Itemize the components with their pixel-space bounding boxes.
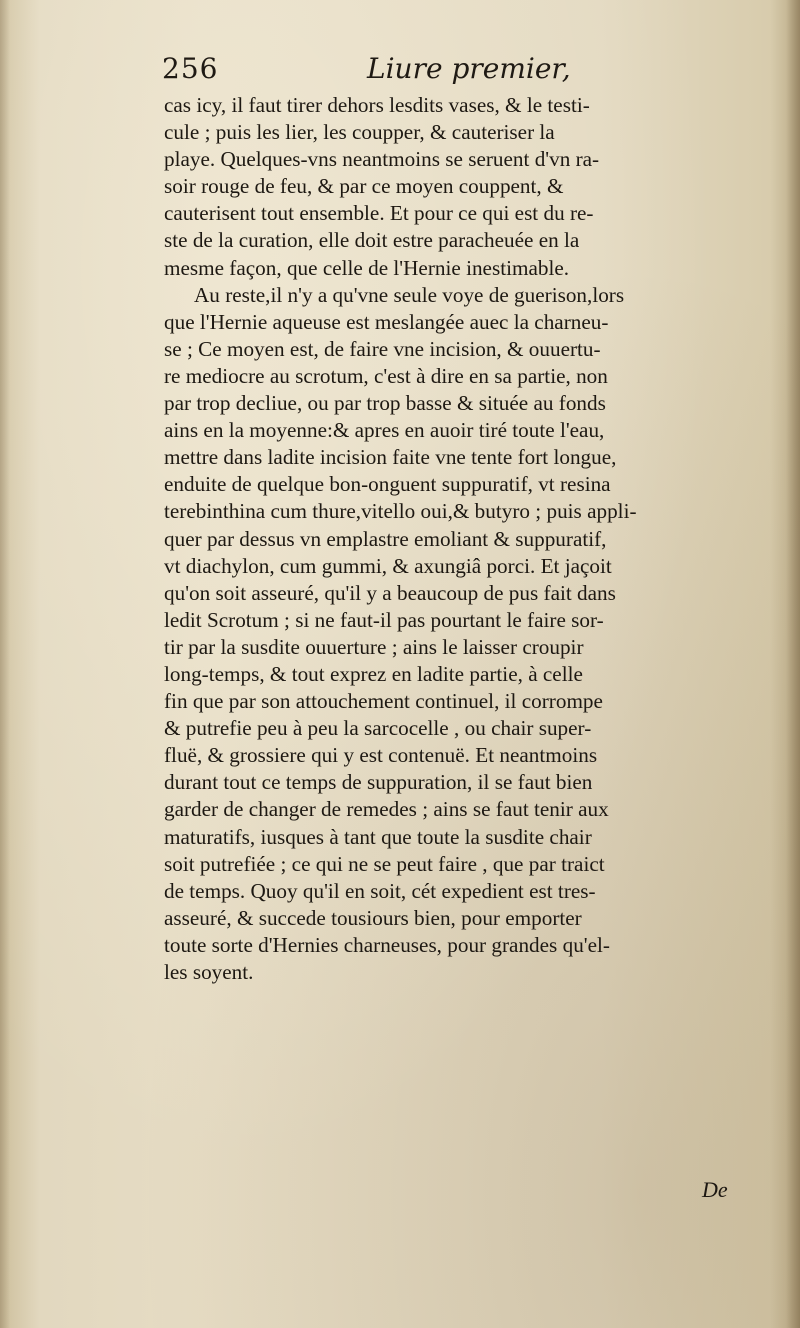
page-left-shadow bbox=[0, 0, 10, 1328]
text-line: enduite de quelque bon-onguent suppuratif, vt resina bbox=[164, 472, 611, 497]
text-line: tir par la susdite ouuerture ; ains le laisser croupir bbox=[164, 634, 584, 659]
text-line: re mediocre au scrotum, c'est à dire en sa partie, non bbox=[164, 363, 608, 388]
text-line: soir rouge de feu, & par ce moyen couppent, & bbox=[164, 174, 564, 199]
text-line: par trop decliue, ou par trop basse & située au fonds bbox=[164, 391, 606, 416]
catchword: De bbox=[702, 1177, 728, 1202]
text-line: quer par dessus vn emplastre emoliant & suppuratif, bbox=[164, 526, 607, 551]
text-line: mettre dans ladite incision faite vne tente fort longue, bbox=[164, 445, 617, 470]
running-title: Liure premier, bbox=[367, 52, 571, 85]
text-line: ledit Scrotum ; si ne faut-il pas pourtant le faire sor- bbox=[164, 607, 604, 632]
text-line: ains en la moyenne:& apres en auoir tiré toute l'eau, bbox=[164, 418, 605, 443]
text-line: durant tout ce temps de suppuration, il se faut bien bbox=[164, 770, 593, 795]
page-header bbox=[162, 52, 742, 92]
text-line: que l'Hernie aqueuse est meslangée auec la charneu- bbox=[164, 309, 609, 334]
text-line: fluë, & grossiere qui y est contenuë. Et neantmoins bbox=[164, 743, 598, 768]
text-line: terebinthina cum thure,vitello oui,& butyro ; puis appli- bbox=[164, 499, 637, 524]
text-line: se ; Ce moyen est, de faire vne incision, & ouuertu- bbox=[164, 336, 601, 361]
text-line: ste de la curation, elle doit estre paracheuée en la bbox=[164, 228, 580, 253]
page-number: 256 bbox=[162, 52, 219, 85]
text-line: de temps. Quoy qu'il en soit, cét expedient est tres- bbox=[164, 878, 596, 903]
text-line: maturatifs, iusques à tant que toute la susdite chair bbox=[164, 824, 592, 849]
text-line: cas icy, il faut tirer dehors lesdits vases, & le testi- bbox=[164, 93, 590, 117]
text-line: long-temps, & tout exprez en ladite partie, à celle bbox=[164, 661, 583, 686]
text-line: & putrefie peu à peu la sarcocelle , ou chair super- bbox=[164, 716, 592, 741]
text-line: Au reste,il n'y a qu'vne seule voye de guerison,lors bbox=[194, 282, 625, 307]
text-line: cule ; puis les lier, les coupper, & cauteriser la bbox=[164, 120, 555, 145]
text-line: garder de changer de remedes ; ains se faut tenir aux bbox=[164, 797, 609, 822]
body-text bbox=[164, 92, 740, 986]
text-line: mesme façon, que celle de l'Hernie inestimable. bbox=[164, 255, 570, 280]
text-line: toute sorte d'Hernies charneuses, pour grandes qu'el- bbox=[164, 932, 610, 957]
page-right-shadow bbox=[786, 0, 800, 1328]
text-line: asseuré, & succede tousiours bien, pour emporter bbox=[164, 905, 582, 930]
text-line: les soyent. bbox=[164, 960, 254, 984]
text-line: playe. Quelques-vns neantmoins se seruent d'vn ra- bbox=[164, 147, 600, 172]
text-line: cauterisent tout ensemble. Et pour ce qui est du re- bbox=[164, 201, 594, 226]
text-line: fin que par son attouchement continuel, il corrompe bbox=[164, 689, 603, 714]
text-line: soit putrefiée ; ce qui ne se peut faire , que par traict bbox=[164, 851, 605, 876]
text-line: vt diachylon, cum gummi, & axungiâ porci. Et jaçoit bbox=[164, 553, 612, 578]
text-line: qu'on soit asseuré, qu'il y a beaucoup de pus fait dans bbox=[164, 580, 616, 605]
